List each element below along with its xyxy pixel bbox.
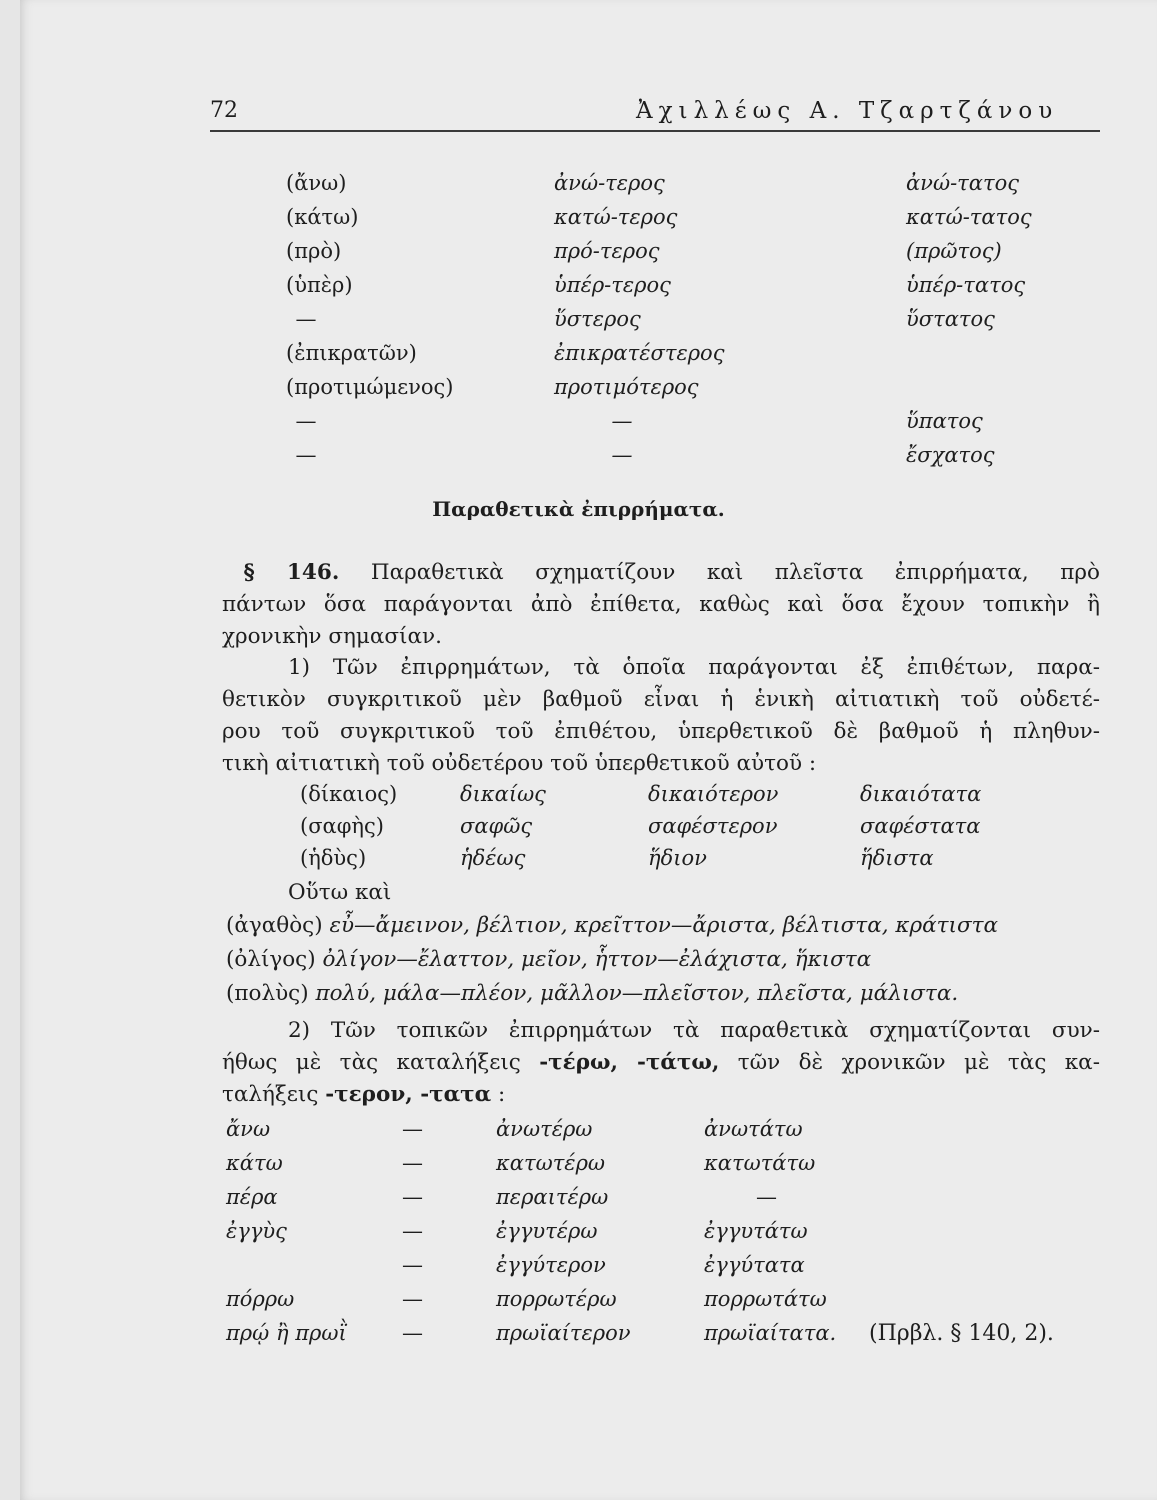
irregular-row <box>226 947 871 972</box>
superlative-form: κατώ-τατος <box>906 205 1032 229</box>
suffix-text: -τέρω, -τάτω, <box>539 1050 720 1075</box>
dash: — <box>402 1185 423 1209</box>
base-form: (ἐπικρατῶν) <box>286 341 417 365</box>
base-form: (ὑπὲρ) <box>286 273 353 297</box>
comparative-adverb: σαφέστερον <box>648 814 778 838</box>
comparative-form: — <box>611 443 633 467</box>
comparative-form: ἐπικρατέστερος <box>554 341 725 365</box>
section-heading: Παραθετικὰ ἐπιρρήματα. <box>432 497 725 521</box>
also-text: Οὕτω καὶ <box>288 880 392 905</box>
dash: — <box>402 1117 423 1141</box>
comparative-adverb: κατωτέρω <box>496 1151 606 1175</box>
irregular-base: (ὀλίγος) <box>226 947 316 972</box>
paragraph-line: ρου τοῦ συγκριτικοῦ τοῦ ἐπιθέτου, ὑπερθετικοῦ δὲ βαθμοῦ ἡ πληθυν- <box>222 719 1100 744</box>
comparative-adverb: ἐγγυτέρω <box>496 1219 598 1243</box>
dash: — <box>402 1151 423 1175</box>
comparative-adverb: πρωϊαίτερον <box>496 1321 631 1345</box>
superlative-form: ἔσχατος <box>906 443 995 467</box>
paragraph-text: : <box>498 1082 506 1107</box>
irregular-forms: εὖ—ἄμεινον, βέλτιον, κρεῖττον—ἄριστα, βέλτιστα, κράτιστα <box>329 913 999 938</box>
base-form: (πρὸ) <box>286 239 342 263</box>
superlative-adverb: πορρωτάτω <box>704 1287 827 1311</box>
superlative-adverb: ἐγγύτατα <box>704 1253 805 1277</box>
comparative-adverb: περαιτέρω <box>496 1185 609 1209</box>
comparative-form: προτιμότερος <box>554 375 699 399</box>
paragraph-line: 2) Τῶν τοπικῶν ἐπιρρημάτων τὰ παραθετικὰ σχηματίζονται συν- <box>288 1018 1100 1043</box>
base-form: — <box>295 409 317 433</box>
irregular-base: (ἀγαθὸς) <box>226 913 323 938</box>
irregular-base: (πολὺς) <box>226 981 309 1006</box>
superlative-form: ὕστατος <box>906 307 995 331</box>
adjective: (ἡδὺς) <box>300 846 367 870</box>
dash: — <box>402 1321 423 1345</box>
superlative-form: ὕπατος <box>906 409 983 433</box>
irregular-forms: πολύ, μάλα—πλέον, μᾶλλον—πλεῖστον, πλεῖστα, μάλιστα. <box>315 981 959 1006</box>
paragraph-line <box>222 1079 1100 1111</box>
paragraph-1 <box>222 652 1100 780</box>
comparative-adverb: δικαιότερον <box>648 782 779 806</box>
suffix-text: -τερον, -τατα <box>325 1082 492 1107</box>
adverb: πέρα <box>226 1185 278 1209</box>
comparative-adverb: ἐγγύτερον <box>496 1253 606 1277</box>
paragraph-line: τικὴ αἰτιατικὴ τοῦ οὐδετέρου τοῦ ὑπερθετικοῦ αὐτοῦ : <box>222 751 817 776</box>
adverb: ἐγγὺς <box>226 1219 287 1243</box>
paragraph-line <box>222 557 1100 589</box>
superlative-adverb: δικαιότατα <box>860 782 982 806</box>
base-form: (προτιμώμενος) <box>286 375 454 399</box>
adverb: ἄνω <box>226 1117 271 1141</box>
paragraph-line: θετικὸν συγκριτικοῦ μὲν βαθμοῦ εἶναι ἡ ἑνικὴ αἰτιατικὴ τοῦ οὐδετέ- <box>222 687 1100 712</box>
superlative-adverb: σαφέστατα <box>860 814 981 838</box>
paragraph-text: τῶν δὲ χρονικῶν μὲ τὰς κα- <box>737 1050 1100 1075</box>
header-rule <box>210 130 1100 132</box>
adjective: (δίκαιος) <box>300 782 398 806</box>
positive-adverb: δικαίως <box>460 782 546 806</box>
base-form: — <box>295 307 317 331</box>
dash: — <box>402 1287 423 1311</box>
dash: — <box>402 1219 423 1243</box>
adjective: (σαφὴς) <box>300 814 384 838</box>
paragraph-text: ταλήξεις <box>222 1082 319 1107</box>
comparative-form: ὑπέρ-τερος <box>554 273 671 297</box>
paragraph-text: Παραθετικὰ σχηματίζουν καὶ πλεῖστα ἐπιρρήματα, πρὸ <box>370 560 1100 585</box>
comparative-form: ὕστερος <box>554 307 641 331</box>
paragraph-2 <box>222 1015 1100 1111</box>
adverb: πόρρω <box>226 1287 295 1311</box>
paragraph-text: ήθως μὲ τὰς καταλήξεις <box>222 1050 521 1075</box>
base-form: (ἄνω) <box>286 171 347 195</box>
comparative-form: κατώ-τερος <box>554 205 678 229</box>
paragraph-line: πάντων ὅσα παράγονται ἀπὸ ἐπίθετα, καθὼς καὶ ὅσα ἔχουν τοπικὴν ἢ <box>222 592 1100 617</box>
positive-adverb: σαφῶς <box>460 814 533 838</box>
cross-reference: (Πρβλ. § 140, 2). <box>869 1321 1054 1346</box>
comparative-form: πρό-τερος <box>554 239 660 263</box>
superlative-adverb: ἀνωτάτω <box>704 1117 803 1141</box>
irregular-forms: ὀλίγον—ἔλαττον, μεῖον, ἧττον—ἐλάχιστα, ἥκιστα <box>322 947 872 972</box>
superlative-form: (πρῶτος) <box>906 239 1002 263</box>
comparative-adverb: πορρωτέρω <box>496 1287 617 1311</box>
superlative-form: ὑπέρ-τατος <box>906 273 1026 297</box>
base-form: (κάτω) <box>286 205 359 229</box>
superlative-adverb: — <box>756 1185 777 1209</box>
comparative-adverb: ἥδιον <box>648 846 707 870</box>
irregular-row <box>226 913 998 938</box>
superlative-adverb: πρωϊαίτατα. <box>704 1321 837 1345</box>
adverb: κάτω <box>226 1151 283 1175</box>
paragraph-line <box>222 1047 1100 1079</box>
section-label: § 146. <box>243 560 340 585</box>
paragraph-146 <box>222 557 1100 653</box>
comparative-form: — <box>611 409 633 433</box>
comparative-adverb: ἀνωτέρω <box>496 1117 593 1141</box>
dash: — <box>402 1253 423 1277</box>
superlative-adverb: κατωτάτω <box>704 1151 816 1175</box>
irregular-row <box>226 981 958 1006</box>
positive-adverb: ἡδέως <box>460 846 526 870</box>
paragraph-line: χρονικὴν σημασίαν. <box>222 624 442 649</box>
page-number: 72 <box>210 98 238 123</box>
superlative-adverb: ἐγγυτάτω <box>704 1219 808 1243</box>
running-title: Ἀχιλλέως Α. Τζαρτζάνου <box>636 98 1059 124</box>
comparative-form: ἀνώ-τερος <box>554 171 665 195</box>
adverb: πρῴ ἢ πρωῒ <box>226 1321 347 1345</box>
base-form: — <box>295 443 317 467</box>
paragraph-line: 1) Τῶν ἐπιρρημάτων, τὰ ὁποῖα παράγονται ἐξ ἐπιθέτων, παρα- <box>288 655 1100 680</box>
superlative-form: ἀνώ-τατος <box>906 171 1019 195</box>
superlative-adverb: ἥδιστα <box>860 846 934 870</box>
